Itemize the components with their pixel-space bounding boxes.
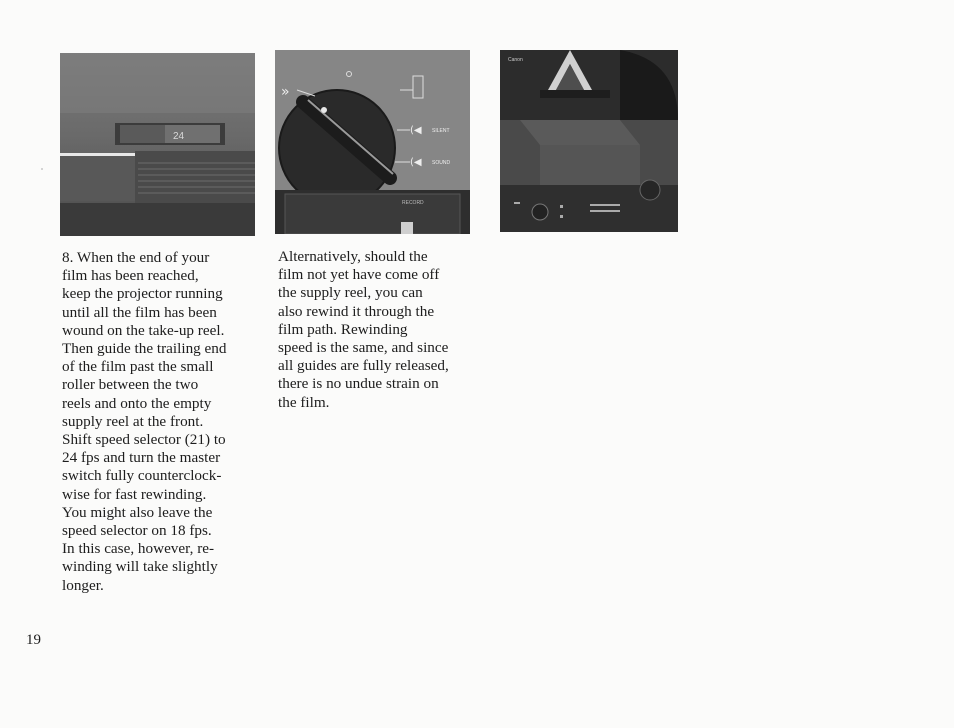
svg-text:(◀: (◀ <box>410 157 422 168</box>
projector-photo <box>500 50 678 232</box>
brand-label: Canon <box>508 57 523 63</box>
silent-label: SILENT <box>432 128 450 134</box>
record-label: RECORD <box>402 200 424 206</box>
counter-label: 24 <box>173 131 185 142</box>
sound-label: SOUND <box>432 160 451 166</box>
svg-text:»: » <box>281 84 290 100</box>
scan-speck <box>41 168 43 170</box>
instruction-alternative: Alternatively, should the film not yet have come off the supply reel, you can also rewind it through the film path. Rewinding speed is the same, and since all guides are fully released, there is no undue strain on the film. <box>278 248 449 411</box>
speed-selector-photo <box>60 53 255 236</box>
instruction-step-8: 8. When the end of your film has been reached, keep the projector running until all the film has been wound on the take-up reel. Then guide the trailing end of the film past the small roller between the two reels and onto the empty supply reel at the front. Shift speed selector (21) to 24 fps and turn the master switch fully counterclock- wise for fast rewinding. You might also leave the speed selector on 18 fps. In this case, however, re- winding will take slightly longer. <box>62 249 227 594</box>
svg-text:(◀: (◀ <box>410 125 422 136</box>
page-number: 19 <box>26 632 41 648</box>
master-switch-photo <box>275 50 470 234</box>
